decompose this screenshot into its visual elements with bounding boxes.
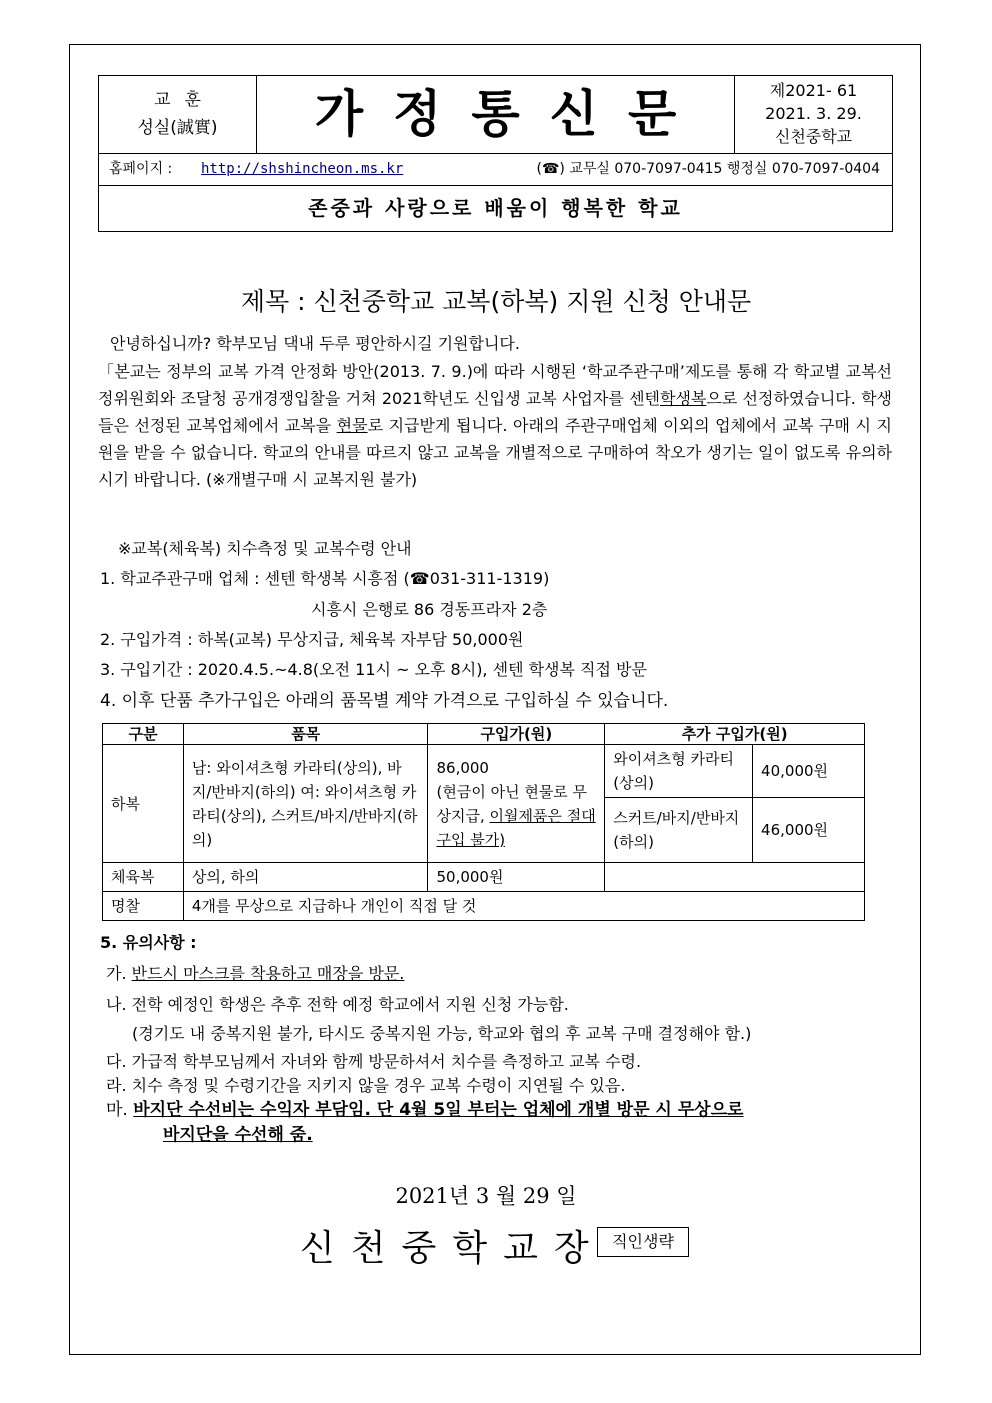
note-ma-text-1: 바지단 수선비는 수익자 부담임. 단 4월 5일 부터는 업체에 개별 방문 시 무상으로 [133,1100,744,1120]
price-cell: 50,000원 [428,863,605,892]
note-ma [106,1097,743,1123]
note-ma-line-2 [163,1122,313,1148]
greeting: 안녕하십니까? 학부모님 댁내 두루 평안하시길 기원합니다. [110,334,520,353]
notes-title: 5. 유의사항 : [100,933,197,952]
price-note-underlined: 이월제품은 절대구입 불가) [436,806,596,849]
note-na: 나. 전학 예정인 학생은 추후 전학 예정 학교에서 지원 신청 가능함. [106,995,569,1014]
category-cell: 명찰 [103,892,184,921]
price-value: 86,000 [436,758,489,777]
signature-date: 2021년 3 월 29 일 [395,1184,577,1208]
price-cell [428,745,605,863]
items-cell: 남: 와이셔츠형 카라티(상의), 바지/반바지(하의) 여: 와이셔츠형 카라티(상의), 스커트/바지/반바지(하의) [183,745,428,863]
extra-item-cell: 와이셔츠형 카라티(상의) [605,745,753,798]
table-row [103,745,865,798]
motto-label: 교훈 [154,90,215,110]
document-title: 제목 : 신천중학교 교복(하복) 지원 신청 안내문 [240,287,752,316]
note-ma-mark: 마. [106,1100,128,1120]
body-text-2: 으로 선정하였습니다. 학생들은 선정된 교복업체에서 교복을 [98,389,892,435]
note-ga [106,961,404,987]
body-text-1: 「본교는 정부의 교복 가격 안정화 방안(2013. 7. 9.)에 따라 시행된 ‘학교주관구매’제도를 통해 각 학교별 교복선정위원회와 조달청 공개경쟁입찰을 거쳐 2021학년도 신입생 교복 사업자를 센텐 [98,362,892,408]
seal-omitted-box: 직인생략 [597,1227,689,1257]
category-cell: 하복 [103,745,184,863]
price-note: (현금이 아닌 현물로 무상지급, [436,782,588,825]
body-paragraph [98,358,892,493]
extra-price-cell: 40,000원 [753,745,865,798]
body-text-3: 로 지급받게 됩니다. 아래의 주관구매업체 이외의 업체에서 교복 구매 시 지원을 받을 수 없습니다. 학교의 안내를 따르지 않고 교복을 개별적으로 구매하여 착오가 생기는 일이 없도록 유의하시기 바랍니다. (※개별구매 시 교복지원 불가) [98,416,892,489]
item-2: 2. 구입가격 : 하복(교복) 무상지급, 체육복 자부담 50,000원 [100,630,524,649]
school-slogan: 존중과 사랑으로 배움이 행복한 학교 [308,196,683,220]
newsletter-header [98,75,893,232]
price-table [102,723,865,921]
description-cell: 4개를 무상으로 지급하나 개인이 직접 달 것 [183,892,864,921]
issue-date: 2021. 3. 29. [765,104,862,123]
note-ga-text: 반드시 마스크를 착용하고 매장을 방문. [131,964,405,983]
extra-item-cell: 스커트/바지/반바지(하의) [605,798,753,863]
school-motto [99,76,257,153]
body-text-underlined-2: 현물 [336,416,368,435]
homepage-link[interactable]: http://shshincheon.ms.kr [201,161,404,177]
item-1: 1. 학교주관구매 업체 : 센텐 학생복 시흥점 (☎031-311-1319) [100,569,550,588]
issuer-school: 신천중학교 [774,127,853,146]
section-title: ※교복(체육복) 치수측정 및 교복수령 안내 [118,539,412,558]
header-top-row [99,76,892,154]
table-header: 품목 [183,724,428,745]
note-ga-mark: 가. [106,964,127,983]
category-cell: 체육복 [103,863,184,892]
note-ra: 라. 치수 측정 및 수령기간을 지키지 않을 경우 교복 수령이 지연될 수 있음. [106,1076,626,1095]
note-da: 다. 가급적 학부모님께서 자녀와 함께 방문하셔서 치수를 측정하고 교복 수령. [106,1052,642,1071]
table-header-row [103,724,865,745]
page-title: 가정통신문 [257,76,735,153]
items-cell: 상의, 하의 [183,863,428,892]
header-contact-row [99,153,892,186]
table-header: 추가 구입가(원) [605,724,865,745]
principal-signature: 신천중학교장 [300,1228,605,1269]
homepage-label: 홈페이지 : [109,161,173,177]
note-ma-text-2: 바지단을 수선해 줌. [163,1125,313,1145]
item-1-address: 시흥시 은행로 86 경동프라자 2층 [311,600,548,619]
extra-price-cell: 46,000원 [753,798,865,863]
item-3: 3. 구입기간 : 2020.4.5.~4.8(오전 11시 ~ 오후 8시), 센텐 학생복 직접 방문 [100,660,647,679]
body-text-underlined-1: 학생복 [659,389,707,408]
issue-info [735,76,892,153]
item-4: 4. 이후 단품 추가구입은 아래의 품목별 계약 가격으로 구입하실 수 있습니다. [100,691,669,711]
issue-number: 제2021- 61 [769,81,858,100]
table-header: 구분 [103,724,184,745]
note-na-sub: (경기도 내 중복지원 불가, 타시도 중복지원 가능, 학교와 협의 후 교복 구매 결정해야 함.) [132,1024,752,1043]
table-row [103,863,865,892]
table-row [103,892,865,921]
empty-cell [605,863,865,892]
phone-contact: (☎) 교무실 070-7097-0415 행정실 070-7097-0404 [536,161,880,177]
motto-value: 성실(誠實) [137,118,218,138]
table-header: 구입가(원) [428,724,605,745]
